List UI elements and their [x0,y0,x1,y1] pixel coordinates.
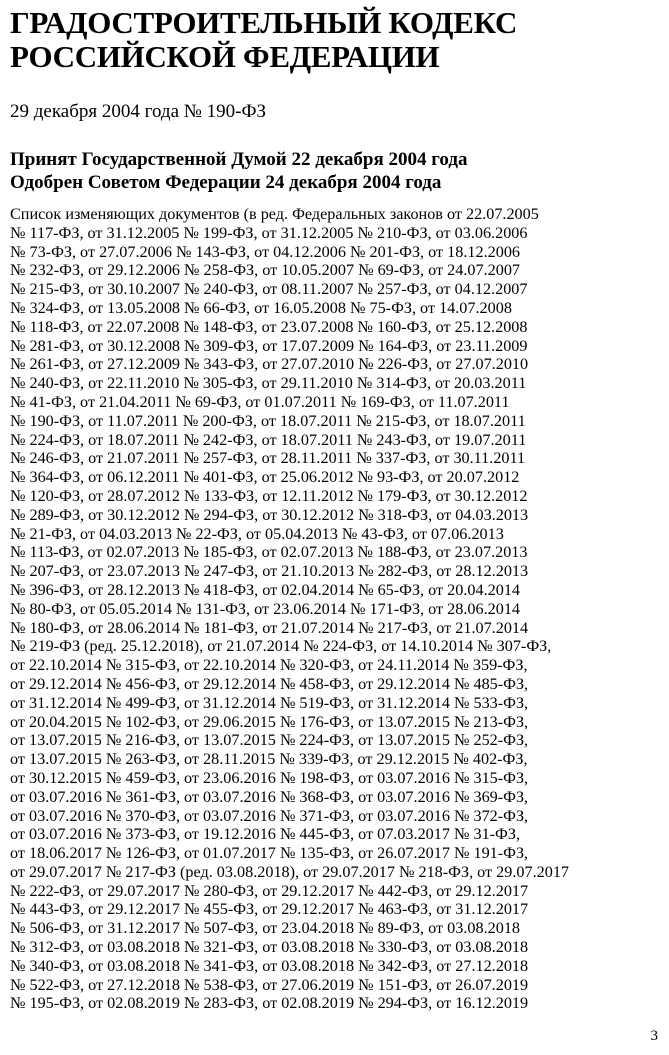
amendments-line: № 506-ФЗ, от 31.12.2017 № 507-ФЗ, от 23.04.2018 № 89-ФЗ, от 03.08.2018 [10,919,521,938]
amendments-line: от 29.07.2017 № 217-ФЗ (ред. 03.08.2018), от 29.07.2017 № 218-ФЗ, от 29.07.2017 [10,862,570,881]
amendments-line: № 190-ФЗ, от 11.07.2011 № 200-ФЗ, от 18.07.2011 № 215-ФЗ, от 18.07.2011 [10,411,526,430]
amendments-line: от 13.07.2015 № 216-ФЗ, от 13.07.2015 № 224-ФЗ, от 13.07.2015 № 252-ФЗ, [10,731,529,750]
amendments-line: № 215-ФЗ, от 30.10.2007 № 240-ФЗ, от 08.11.2007 № 257-ФЗ, от 04.12.2007 [10,280,528,299]
amendments-line: от 30.12.2015 № 459-ФЗ, от 23.06.2016 № 198-ФЗ, от 03.07.2016 № 315-ФЗ, [10,768,529,787]
amendments-line: от 03.07.2016 № 361-ФЗ, от 03.07.2016 № 368-ФЗ, от 03.07.2016 № 369-ФЗ, [10,787,529,806]
amendments-line: № 261-ФЗ, от 27.12.2009 № 343-ФЗ, от 27.07.2010 № 226-ФЗ, от 27.07.2010 [10,355,529,374]
amendments-line: от 13.07.2015 № 263-ФЗ, от 28.11.2015 № 339-ФЗ, от 29.12.2015 № 402-ФЗ, [10,750,528,769]
document-title-line-1: ГРАДОСТРОИТЕЛЬНЫЙ КОДЕКС [10,5,518,40]
amendments-line: № 195-ФЗ, от 02.08.2019 № 283-ФЗ, от 02.08.2019 № 294-ФЗ, от 16.12.2019 [10,994,529,1013]
amendments-line: № 443-ФЗ, от 29.12.2017 № 455-ФЗ, от 29.12.2017 № 463-ФЗ, от 31.12.2017 [10,900,529,919]
amendments-line: № 324-ФЗ, от 13.05.2008 № 66-ФЗ, от 16.05.2008 № 75-ФЗ, от 14.07.2008 [10,298,512,317]
amendments-line: № 180-ФЗ, от 28.06.2014 № 181-ФЗ, от 21.07.2014 № 217-ФЗ, от 21.07.2014 [10,618,529,637]
law-date-number: 29 декабря 2004 года № 190-ФЗ [10,101,266,122]
amendments-line: от 31.12.2014 № 499-ФЗ, от 31.12.2014 № 519-ФЗ, от 31.12.2014 № 533-ФЗ, [10,693,529,712]
amendments-line: № 289-ФЗ, от 30.12.2012 № 294-ФЗ, от 30.12.2012 № 318-ФЗ, от 04.03.2013 [10,505,529,524]
amendments-line: № 340-ФЗ, от 03.08.2018 № 341-ФЗ, от 03.08.2018 № 342-ФЗ, от 27.12.2018 [10,956,529,975]
amendments-line: № 207-ФЗ, от 23.07.2013 № 247-ФЗ, от 21.10.2013 № 282-ФЗ, от 28.12.2013 [10,562,529,581]
amendments-line: № 41-ФЗ, от 21.04.2011 № 69-ФЗ, от 01.07.2011 № 169-ФЗ, от 11.07.2011 [10,392,510,411]
amendments-line: № 219-ФЗ (ред. 25.12.2018), от 21.07.2014 № 224-ФЗ, от 14.10.2014 № 307-ФЗ, [10,637,552,656]
amendments-line: № 80-ФЗ, от 05.05.2014 № 131-ФЗ, от 23.06.2014 № 171-ФЗ, от 28.06.2014 [10,599,521,618]
amendments-line: № 281-ФЗ, от 30.12.2008 № 309-ФЗ, от 17.07.2009 № 164-ФЗ, от 23.11.2009 [10,336,528,355]
amendments-line: № 232-ФЗ, от 29.12.2006 № 258-ФЗ, от 10.05.2007 № 69-ФЗ, от 24.07.2007 [10,261,521,280]
duma-adoption-line: Принят Государственной Думой 22 декабря 2004 года [10,149,468,170]
adoption-info [10,148,467,194]
document-title-line-2: РОССИЙСКОЙ ФЕДЕРАЦИИ [10,39,440,74]
amendments-line: от 18.06.2017 № 126-ФЗ, от 01.07.2017 № 135-ФЗ, от 26.07.2017 № 191-ФЗ, [10,844,529,863]
amendments-line: от 03.07.2016 № 373-ФЗ, от 19.12.2016 № 445-ФЗ, от 07.03.2017 № 31-ФЗ, [10,825,521,844]
amendments-line: № 73-ФЗ, от 27.07.2006 № 143-ФЗ, от 04.12.2006 № 201-ФЗ, от 18.12.2006 [10,242,521,261]
amendments-line: от 29.12.2014 № 456-ФЗ, от 29.12.2014 № 458-ФЗ, от 29.12.2014 № 485-ФЗ, [10,674,529,693]
amendments-line: № 522-ФЗ, от 27.12.2018 № 538-ФЗ, от 27.06.2019 № 151-ФЗ, от 26.07.2019 [10,975,529,994]
amendments-line: № 312-ФЗ, от 03.08.2018 № 321-ФЗ, от 03.08.2018 № 330-ФЗ, от 03.08.2018 [10,938,529,957]
amendments-line: № 240-ФЗ, от 22.11.2010 № 305-ФЗ, от 29.11.2010 № 314-ФЗ, от 20.03.2011 [10,374,527,393]
amendments-line: № 113-ФЗ, от 02.07.2013 № 185-ФЗ, от 02.07.2013 № 188-ФЗ, от 23.07.2013 [10,543,528,562]
amendments-line: от 03.07.2016 № 370-ФЗ, от 03.07.2016 № 371-ФЗ, от 03.07.2016 № 372-ФЗ, [10,806,529,825]
amendments-line: № 21-ФЗ, от 04.03.2013 № 22-ФЗ, от 05.04.2013 № 43-ФЗ, от 07.06.2013 [10,524,504,543]
amendments-line: от 20.04.2015 № 102-ФЗ, от 29.06.2015 № 176-ФЗ, от 13.07.2015 № 213-ФЗ, [10,712,529,731]
amendments-line: от 22.10.2014 № 315-ФЗ, от 22.10.2014 № 320-ФЗ, от 24.11.2014 № 359-ФЗ, [10,656,528,675]
amendments-line: № 222-ФЗ, от 29.07.2017 № 280-ФЗ, от 29.12.2017 № 442-ФЗ, от 29.12.2017 [10,881,529,900]
amendments-line: № 120-ФЗ, от 28.07.2012 № 133-ФЗ, от 12.11.2012 № 179-ФЗ, от 30.12.2012 [10,486,528,505]
amendments-line: № 118-ФЗ, от 22.07.2008 № 148-ФЗ, от 23.07.2008 № 160-ФЗ, от 25.12.2008 [10,317,528,336]
council-approval-line: Одобрен Советом Федерации 24 декабря 2004 года [10,172,442,193]
document-title [10,6,660,74]
amendments-line: № 396-ФЗ, от 28.12.2013 № 418-ФЗ, от 02.04.2014 № 65-ФЗ, от 20.04.2014 [10,580,521,599]
amendments-line: № 224-ФЗ, от 18.07.2011 № 242-ФЗ, от 18.07.2011 № 243-ФЗ, от 19.07.2011 [10,430,527,449]
amendments-line: Список изменяющих документов (в ред. Федеральных законов от 22.07.2005 [10,205,539,223]
amendments-line: № 117-ФЗ, от 31.12.2005 № 199-ФЗ, от 31.12.2005 № 210-ФЗ, от 03.06.2006 [10,223,528,242]
page-number: 3 [650,1028,658,1044]
amendments-line: № 246-ФЗ, от 21.07.2011 № 257-ФЗ, от 28.11.2011 № 337-ФЗ, от 30.11.2011 [10,449,526,468]
amendments-list [10,205,660,1013]
amendments-line: № 364-ФЗ, от 06.12.2011 № 401-ФЗ, от 25.06.2012 № 93-ФЗ, от 20.07.2012 [10,468,520,487]
